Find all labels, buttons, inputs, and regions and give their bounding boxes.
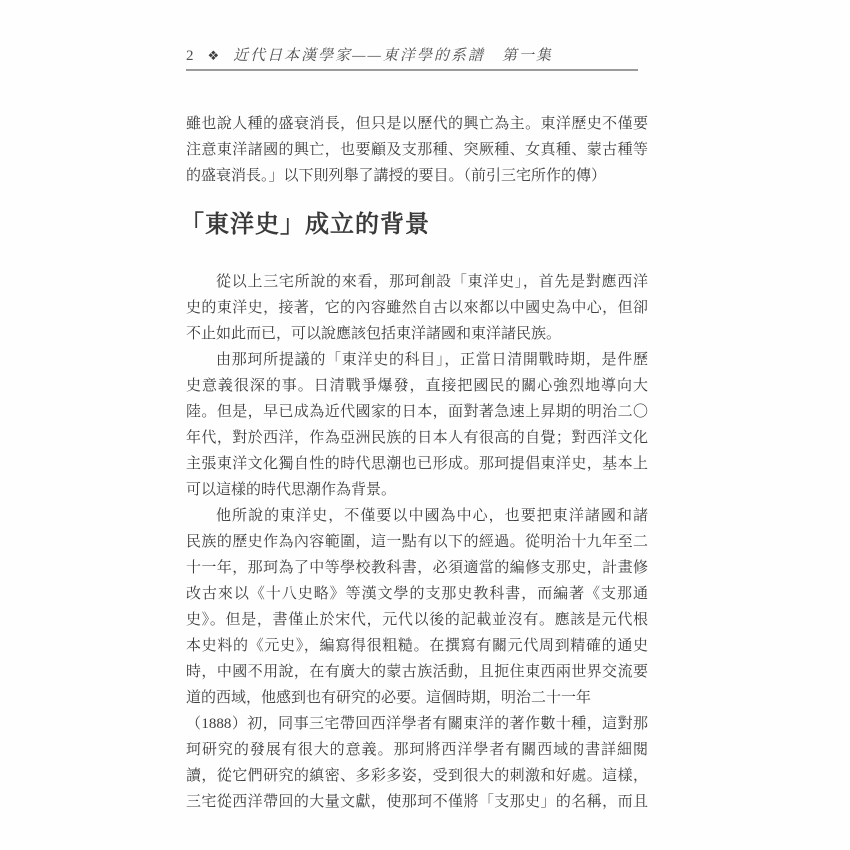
text-line: 十一年，那珂為了中等學校教科書，必須適當的編修支那史，計畫修 bbox=[186, 560, 648, 576]
text-line: 讀，從它們研究的縝密、多彩多姿，受到很大的刺激和好處。這樣， bbox=[186, 768, 648, 784]
text-line: 民族的歷史作為內容範圍，這一點有以下的經過。從明治十九年至二 bbox=[186, 534, 648, 550]
text-line: 由那珂所提議的「東洋史的科目」，正當日清開戰時期，是件歷 bbox=[216, 352, 648, 368]
page-content bbox=[180, 46, 648, 815]
text-line: 改古來以《十八史略》等漢文學的支那史教科書，而編著《支那通 bbox=[186, 586, 648, 602]
text-line: 史的東洋史，接著，它的內容雖然自古以來都以中國史為中心，但卻 bbox=[186, 300, 648, 316]
text-line: 他所說的東洋史，不僅要以中國為中心，也要把東洋諸國和諸 bbox=[216, 508, 648, 524]
running-header bbox=[186, 46, 648, 66]
text-line: （1888）初，同事三宅帶回西洋學者有關東洋的著作數十種，這對那 bbox=[186, 716, 648, 732]
text-line: 三宅從西洋帶回的大量文獻，使那珂不僅將「支那史」的名稱，而且 bbox=[186, 794, 648, 810]
continued-paragraph bbox=[186, 111, 648, 189]
text-line: 從以上三宅所說的來看，那珂創設「東洋史」，首先是對應西洋 bbox=[216, 274, 648, 290]
text-line: 陸。但是，早已成為近代國家的日本，面對著急速上昇期的明治二〇 bbox=[186, 404, 648, 420]
page-number: 2 bbox=[186, 48, 194, 64]
text-line: 道的西域，他感到也有研究的必要。這個時期，明治二十一年 bbox=[186, 690, 592, 706]
running-header-title: 近代日本漢學家——東洋學的系譜 第一集 bbox=[233, 48, 553, 64]
four-diamonds-ornament-icon: ❖ bbox=[207, 48, 220, 63]
text-line: 時，中國不用說，在有廣大的蒙古族活動，且扼住東西兩世界交流要 bbox=[186, 664, 648, 680]
text-line: 可以這樣的時代思潮作為背景。 bbox=[186, 482, 397, 498]
section-heading: 「東洋史」成立的背景 bbox=[180, 211, 430, 238]
text-line: 注意東洋諸國的興亡，也要顧及支那種、突厥種、女真種、蒙古種等 bbox=[186, 142, 648, 158]
header-rule bbox=[186, 69, 638, 71]
text-line: 史》。但是，書僅止於宋代，元代以後的記載並沒有。應該是元代根 bbox=[186, 612, 648, 628]
body-paragraphs bbox=[186, 269, 648, 815]
text-line: 的盛衰消長。」以下則列舉了講授的要目。（前引三宅所作的傳） bbox=[186, 168, 607, 184]
text-line: 雖也說人種的盛衰消長，但只是以歷代的興亡為主。東洋歷史不僅要 bbox=[186, 116, 648, 132]
text-line: 史意義很深的事。日清戰爭爆發，直接把國民的關心強烈地導向大 bbox=[186, 378, 648, 394]
text-line: 不止如此而已，可以說應該包括東洋諸國和東洋諸民族。 bbox=[186, 326, 562, 342]
text-line: 本史料的《元史》，編寫得很粗糙。在撰寫有關元代周到精確的通史 bbox=[186, 638, 648, 654]
text-line: 珂研究的發展有很大的意義。那珂將西洋學者有關西域的書詳細閱 bbox=[186, 742, 648, 758]
text-line: 主張東洋文化獨自性的時代思潮也已形成。那珂提倡東洋史，基本上 bbox=[186, 456, 648, 472]
text-line: 年代，對於西洋，作為亞洲民族的日本人有很高的自覺；對西洋文化 bbox=[186, 430, 648, 446]
